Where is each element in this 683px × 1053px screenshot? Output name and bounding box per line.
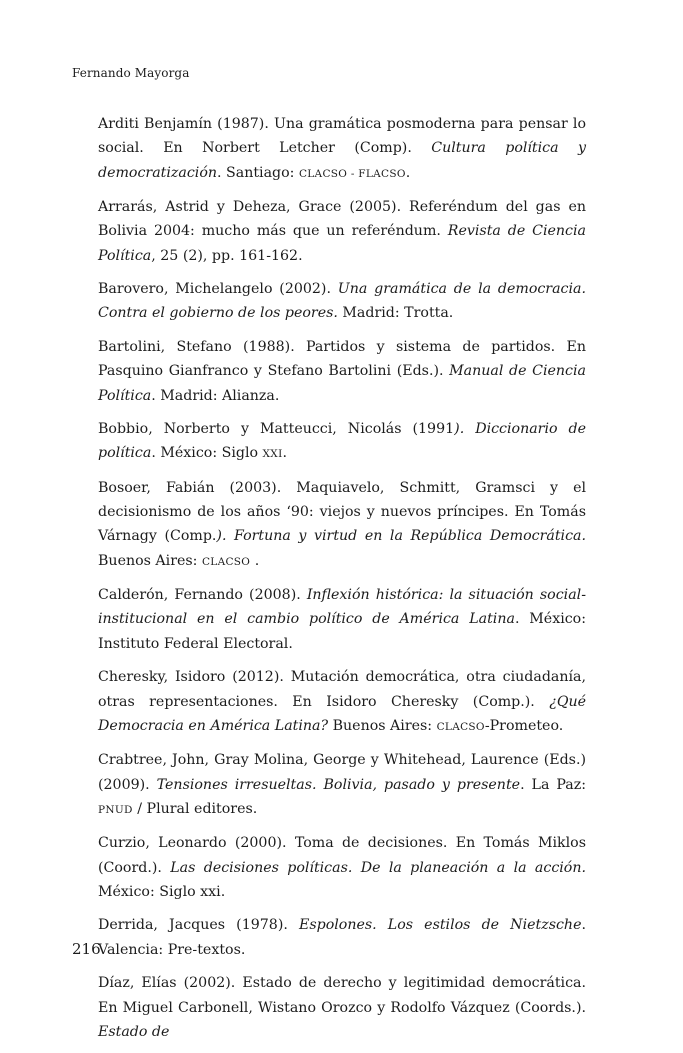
reference-entry [98,476,586,574]
reference-text: Bosoer, Fabián (2003). Maquiavelo, Schmitt, Gramsci y el decisionismo de los años ‘90: viejos y nuevos príncipes. En Tomás Várnagy (Comp. [98,479,586,545]
reference-entry [98,748,586,822]
reference-title: ). Diccionario de política [98,421,586,462]
reference-text: / Plural editores. [132,800,258,817]
reference-text: . [250,552,260,569]
reference-text: . La Paz: [520,776,587,793]
reference-entry [98,335,586,408]
running-head: Fernando Mayorga [72,66,190,80]
reference-smallcaps: CLACSO [436,720,485,733]
reference-text: Buenos Aires: [98,552,202,569]
reference-title: Manual de Ciencia Política [98,363,587,404]
reference-text: . Santiago: [217,164,299,181]
reference-entry [98,195,586,268]
reference-title: Una gramática de la democracia. Contra el gobierno de los peores. [98,281,586,322]
reference-title: Las decisiones políticas. De la planeación a la acción. [170,859,586,876]
reference-smallcaps: CLACSO - FLACSO [298,167,406,180]
reference-list [98,112,586,1053]
reference-title: Inflexión histórica: la situación social-institucional en el cambio político de América Latina [98,587,586,628]
reference-text: Cheresky, Isidoro (2012). Mutación democrática, otra ciudadanía, otras representaciones. En Isidoro Cheresky (Comp.). [98,669,586,710]
reference-entry [98,277,586,326]
reference-text: Calderón, Fernando (2008). [98,587,307,604]
reference-smallcaps: PNUD [98,803,133,816]
reference-smallcaps: XXI [262,448,283,461]
reference-title: ). Fortuna y virtud en la República Democrática. [216,528,586,545]
reference-text: . [282,445,288,462]
reference-entry [98,417,586,467]
reference-text: . México: Instituto Federal Electoral. [98,611,587,652]
reference-title: ¿Qué Democracia en América Latina? [98,693,586,734]
reference-text: Madrid: Trotta. [337,305,454,322]
reference-title: Revista de Ciencia Política [98,223,586,264]
reference-text: Buenos Aires: [328,717,437,734]
reference-text: Bobbio, Norberto y Matteucci, Nicolás (1991 [98,421,455,438]
reference-text: Curzio, Leonardo (2000). Toma de decisiones. En Tomás Miklos (Coord.). [98,835,586,876]
reference-title: Estado de [98,1023,170,1040]
reference-text: Arditi Benjamín (1987). Una gramática posmoderna para pensar lo social. En Norbert Letcher (Comp). [98,116,586,157]
reference-text: . [405,164,411,181]
reference-text: Crabtree, John, Gray Molina, George y Whitehead, Laurence (Eds.) (2009). [98,752,586,793]
reference-text: . Madrid: Alianza. [151,387,280,404]
reference-smallcaps: CLACSO [201,555,251,568]
reference-entry [98,913,586,962]
reference-text: -Prometeo. [484,717,564,734]
reference-entry [98,112,586,186]
reference-text: Derrida, Jacques (1978). [98,917,299,934]
reference-entry [98,831,586,904]
reference-text: . México: Siglo [151,445,263,462]
reference-text: Díaz, Elías (2002). Estado de derecho y legitimidad democrática. En Miguel Carbonell, Wistano Orozco y Rodolfo Vázquez (Coords.). [98,975,586,1016]
reference-entry [98,583,586,656]
reference-entry [98,971,586,1044]
reference-text: México: Siglo xxi. [98,884,226,900]
reference-entry [98,665,586,739]
reference-title: Tensiones irresueltas. Bolivia, pasado y presente [156,776,521,793]
reference-text: Barovero, Michelangelo (2002). [98,281,338,298]
page-number: 216 [72,940,101,958]
reference-text: Arrarás, Astrid y Deheza, Grace (2005). Referéndum del gas en Bolivia 2004: mucho más que un referéndum. [98,199,586,240]
reference-text: Bartolini, Stefano (1988). Partidos y sistema de partidos. En Pasquino Gianfranco y Stefano Bartolini (Eds.). [98,338,586,380]
reference-text: , 25 (2), pp. 161-162. [151,247,303,264]
reference-text: . Valencia: Pre-textos. [98,917,586,958]
reference-title: Cultura política y democratización [98,140,586,181]
reference-title: Espolones. Los estilos de Nietzsche [299,917,582,934]
